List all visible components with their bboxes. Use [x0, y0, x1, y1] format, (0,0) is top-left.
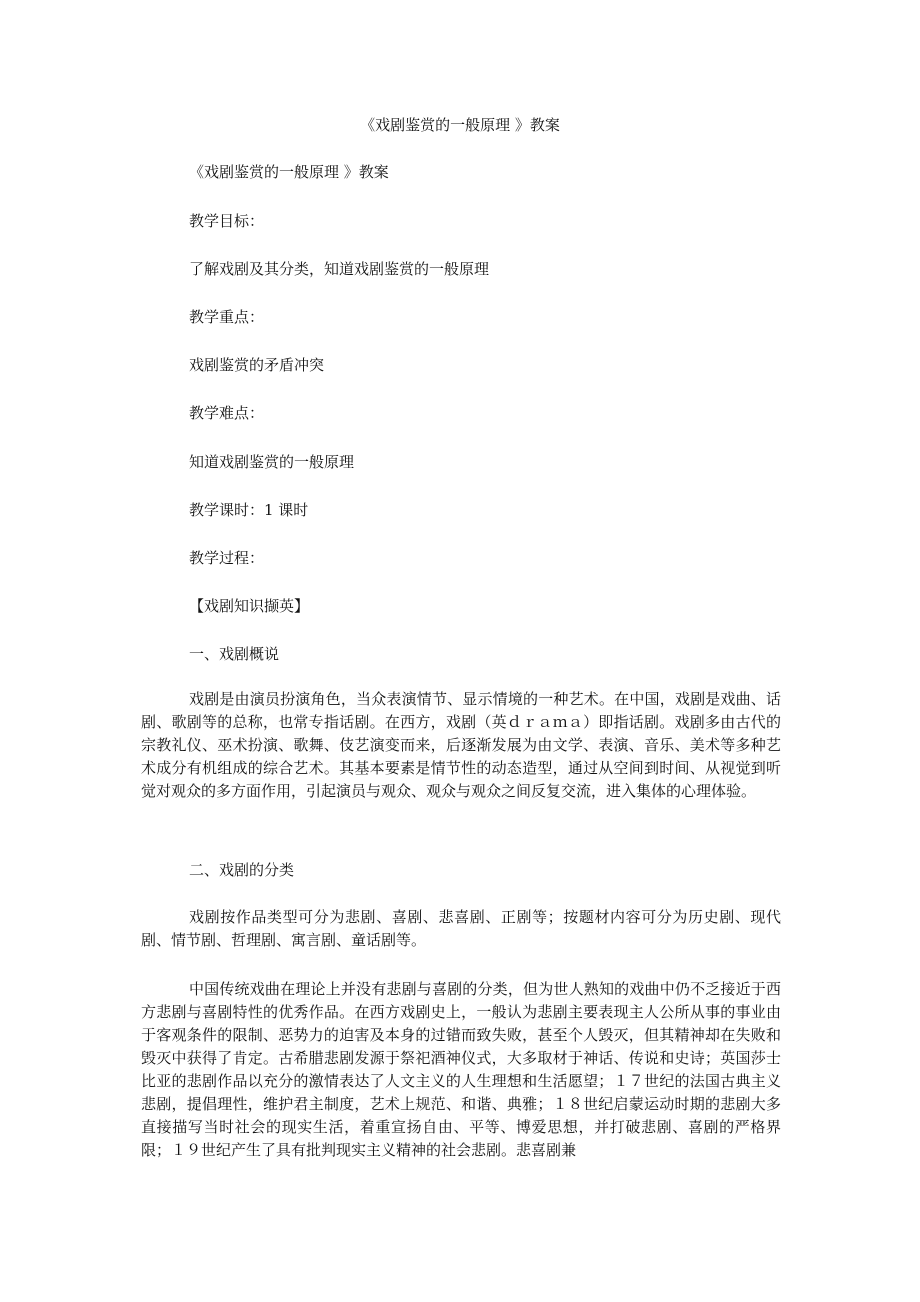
paragraph-tragedy-comedy: 中国传统戏曲在理论上并没有悲剧与喜剧的分类，但为世人熟知的戏曲中仍不乏接近于西方悲剧与喜剧特性的优秀作品。在西方戏剧史上，一般认为悲剧主要表现主人公所从事的事业由于客观条件的限制、恶势力的迫害及本身的过错而致失败，甚至个人毁灭，但其精神却在失败和毁灭中获得了肯定。古希腊悲剧发源于祭祀酒神仪式，大多取材于神话、传说和史诗；英国莎士比亚的悲剧作品以充分的激情表达了人文主义的人生理想和生活愿望；１７世纪的法国古典主义悲剧，提倡理性，维护君主制度，艺术上规范、和谐、典雅；１８世纪启蒙运动时期的悲剧大多直接描写当时社会的现实生活，着重宣扬自由、平等、博爱思想，并打破悲剧、喜剧的严格界限；１９世纪产生了具有批判现实主义精神的社会悲剧。悲喜剧兼	[141, 980, 781, 1159]
focus-text: 戏剧鉴赏的矛盾冲突	[189, 356, 325, 374]
section-knowledge-heading: 【戏剧知识撷英】	[189, 597, 310, 615]
focus-label: 教学重点：	[189, 308, 265, 326]
goal-text: 了解戏剧及其分类，知道戏剧鉴赏的一般原理	[189, 260, 490, 278]
heading-drama-classification: 二、戏剧的分类	[189, 861, 295, 879]
class-hours: 教学课时：1 课时	[189, 501, 309, 519]
goal-label: 教学目标：	[189, 212, 265, 230]
heading-drama-overview: 一、戏剧概说	[189, 645, 280, 663]
difficulty-label: 教学难点：	[189, 404, 265, 422]
document-subtitle: 《戏剧鉴赏的一般原理 》教案	[189, 163, 389, 181]
paragraph-drama-overview: 戏剧是由演员扮演角色，当众表演情节、显示情境的一种艺术。在中国，戏剧是戏曲、话剧、歌剧等的总称，也常专指话剧。在西方，戏剧（英ｄｒａｍａ）即指话剧。戏剧多由古代的宗教礼仪、巫术扮演、歌舞、伎艺演变而来，后逐渐发展为由文学、表演、音乐、美术等多种艺术成分有机组成的综合艺术。其基本要素是情节性的动态造型，通过从空间到时间、从视觉到听觉对观众的多方面作用，引起演员与观众、观众与观众之间反复交流，进入集体的心理体验。	[141, 690, 781, 800]
document-title: 《戏剧鉴赏的一般原理 》教案	[360, 116, 560, 134]
process-label: 教学过程：	[189, 549, 265, 567]
difficulty-text: 知道戏剧鉴赏的一般原理	[189, 453, 355, 471]
paragraph-drama-types: 戏剧按作品类型可分为悲剧、喜剧、悲喜剧、正剧等；按题材内容可分为历史剧、现代剧、情节剧、哲理剧、寓言剧、童话剧等。	[141, 908, 781, 949]
